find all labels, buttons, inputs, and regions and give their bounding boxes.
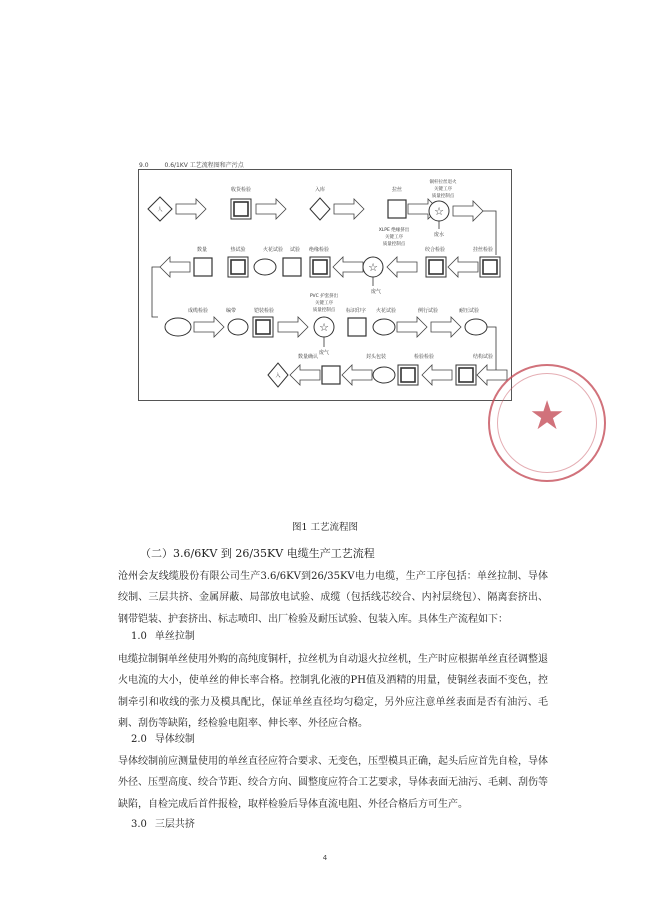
paragraph-conductor-stranding: 导体绞制前应测量使用的单丝直径应符合要求、无变色，压型模具正确，起头后应首先自检，导体外径、压型高度、绞合节距、绞合方向、圆整度应符合工艺要求，导体表面无油污、毛刺、刮伤等缺陷，自检完成后首件报检，取样检验后导体直流电阻、外径合格后方可生产。	[118, 756, 548, 810]
flow-label: 废水	[433, 232, 445, 238]
flow-row-3	[165, 292, 496, 375]
flow-label: 铠装检验	[253, 308, 275, 314]
flow-label: 关键工序	[315, 301, 333, 306]
figure-heading	[139, 160, 244, 169]
process-flowchart	[138, 169, 510, 399]
flow-label: 成缆检验	[187, 308, 209, 314]
flow-label: 火花试验	[375, 308, 397, 314]
flow-label: 耐压试验	[458, 308, 480, 314]
flow-label: 数量确认	[297, 354, 319, 360]
flow-row-4	[268, 353, 507, 387]
inspection-box	[398, 365, 418, 385]
inspection-box	[480, 257, 500, 277]
paragraph-wire-drawing: 电缆拉制铜单丝使用外购的高纯度铜杆，拉丝机为自动退火拉丝机，生产时应根据单丝直径调整退火电流的大小，使单丝的伸长率合格。控制乳化液的PH值及酒精的用量，使铜丝表面不变色，控制牵引和收线的张力及模具配比，保证单丝直径均匀稳定，另外应注意单丝表面是否有油污、毛刺、刮伤等缺陷，经检验电阻率、伸长率、外径应合格。	[118, 654, 548, 729]
arrow-right	[256, 199, 286, 219]
flow-label: 火花试验	[262, 247, 284, 253]
process-box	[388, 200, 406, 218]
arrow-right	[431, 317, 461, 337]
inspection-box	[253, 317, 273, 337]
inspection-box	[456, 365, 476, 385]
flow-label: 收货检验	[230, 187, 252, 193]
arrow-left	[422, 365, 452, 385]
flow-label: 挂丝检验	[472, 247, 494, 253]
arrow-left	[342, 365, 372, 385]
flow-label: 绝缘检验	[308, 247, 330, 253]
arrow-right	[397, 317, 427, 337]
process-box	[283, 258, 301, 276]
flow-label: XLPE 绝缘挤出	[378, 228, 410, 233]
test-oval	[465, 319, 487, 335]
flow-label: 检验检验	[413, 354, 435, 360]
svg-text:人: 人	[157, 207, 163, 213]
test-oval	[254, 259, 276, 275]
test-oval	[373, 319, 395, 335]
inspection-box	[426, 257, 446, 277]
process-box	[322, 366, 340, 384]
seal-star-icon: ★	[529, 393, 565, 439]
arrow-left	[477, 365, 507, 385]
flow-label: 入库	[314, 187, 326, 193]
flow-label: PVC 护套挤出	[309, 294, 339, 299]
figure-heading-number: 9.0	[139, 162, 149, 169]
test-oval	[165, 318, 191, 336]
storage-diamond	[310, 198, 330, 220]
flow-label: 质量控制点	[431, 194, 455, 199]
arrow-left	[387, 257, 417, 277]
flow-label: 入	[275, 373, 281, 379]
arrow-left	[290, 365, 320, 385]
flow-label: 关键工序	[385, 235, 403, 240]
star-icon: ☆	[319, 321, 329, 334]
flow-row-1	[148, 178, 496, 255]
flow-label: 拉丝	[391, 187, 403, 193]
process-box	[348, 318, 366, 336]
flow-label: 关键工序	[434, 187, 452, 192]
arrow-right	[278, 317, 308, 337]
subsection-heading-1: 1.0 单丝拉制	[131, 631, 195, 642]
arrow-right	[194, 317, 224, 337]
flow-label: 结构试验	[472, 354, 494, 360]
flow-label: 质量控制点	[382, 242, 406, 247]
page-number: 4	[322, 854, 328, 862]
flow-label: 废气	[370, 289, 382, 295]
inspection-box	[228, 257, 248, 277]
subsection-heading-2: 2.0 导体绞制	[131, 734, 195, 745]
star-icon: ☆	[434, 205, 444, 218]
flow-label: 试验	[289, 247, 301, 253]
star-icon: ☆	[368, 261, 378, 274]
inspection-box	[231, 199, 251, 219]
flow-label: 废气	[318, 350, 330, 356]
flow-label: 编带	[225, 308, 237, 314]
flow-label: 封头包装	[365, 354, 387, 360]
arrow-left	[160, 257, 190, 277]
arrow-right	[334, 199, 364, 219]
flow-label: 绞合检验	[424, 247, 446, 253]
flow-label: 铜杆拉丝退火	[429, 180, 457, 185]
flow-row-2	[152, 246, 500, 317]
flow-label: 例行试验	[417, 308, 439, 314]
paragraph-intro: 沧州会友线缆股份有限公司生产3.6/6KV到26/35KV电力电缆，生产工序包括：单丝拉制、导体绞制、三层共挤、金属屏蔽、局部放电试验、成缆（包括线芯绞合、内衬层绕包）、隔离套挤出、钢带铠装、护套挤出、标志喷印、出厂检验及耐压试验、包装入库。具体生产流程如下：	[118, 571, 548, 625]
flow-label: 质量控制点	[312, 308, 336, 313]
figure-heading-text: 0.6/1KV 工艺流程图和产污点	[164, 162, 244, 169]
inspection-box	[310, 257, 330, 277]
arrow-left	[333, 257, 363, 277]
arrow-right	[453, 201, 483, 221]
process-oval	[228, 319, 248, 335]
process-oval	[373, 367, 395, 383]
connector	[487, 327, 496, 375]
section-title: （二）3.6/6KV 到 26/35KV 电缆生产工艺流程	[140, 547, 375, 560]
flow-label: 热试验	[230, 247, 246, 253]
process-box	[194, 258, 212, 276]
connector	[152, 267, 160, 317]
flow-label: 数量	[196, 247, 208, 253]
subsection-heading-3: 3.0 三层共挤	[131, 819, 195, 830]
arrow-left	[448, 257, 478, 277]
flow-label: 标识印字	[345, 308, 367, 314]
figure-caption: 图1 工艺流程图	[291, 522, 359, 533]
arrow-right	[176, 199, 206, 219]
